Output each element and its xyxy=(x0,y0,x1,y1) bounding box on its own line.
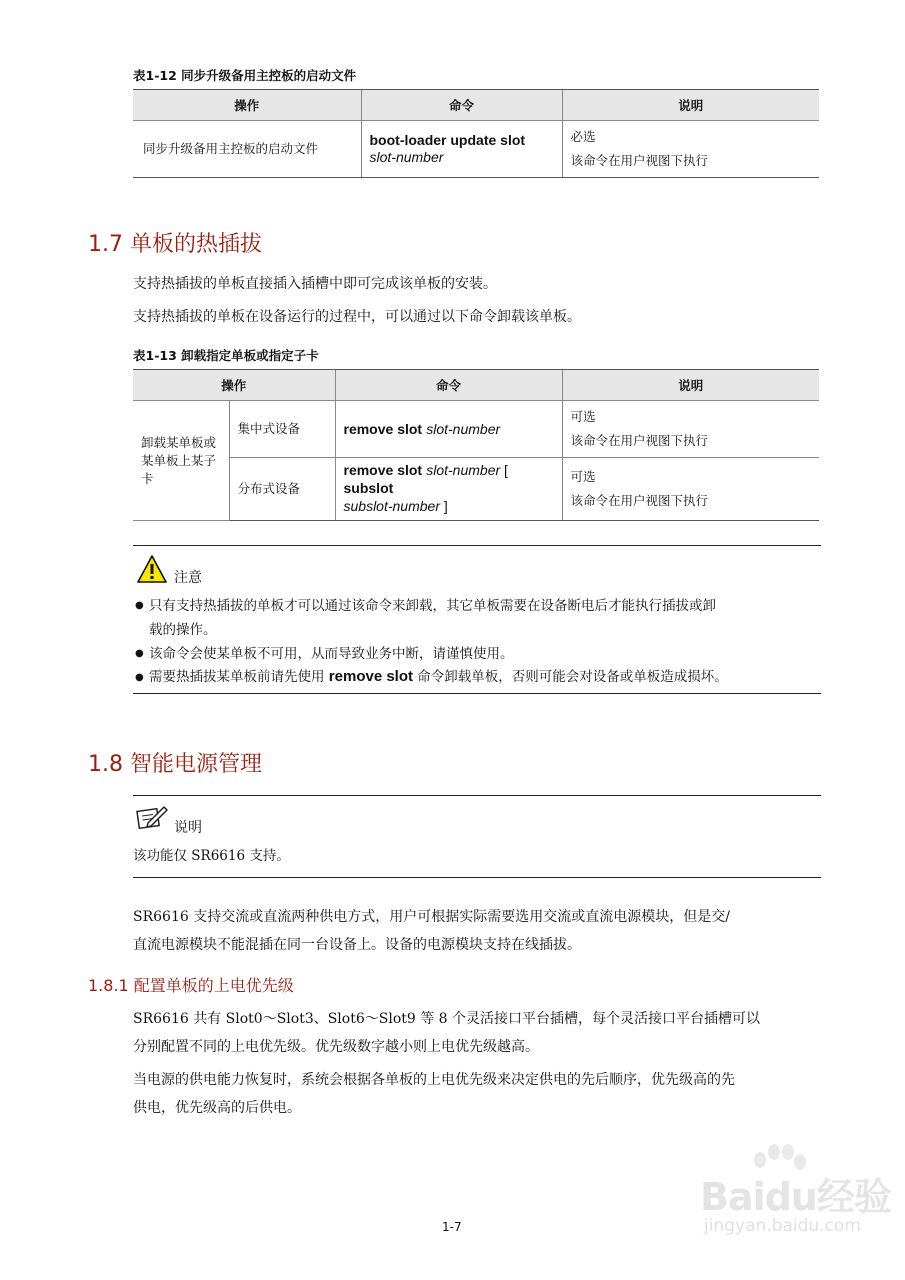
caution-bottom-rule xyxy=(133,693,821,694)
table-cell-command xyxy=(335,401,562,458)
paragraph: 支持热插拔的单板在设备运行的过程中，可以通过以下命令卸载该单板。 xyxy=(133,309,581,325)
description-view: 该命令在用户视图下执行 xyxy=(570,493,709,508)
caution-item-1-line-1: 只有支持热插拔的单板才可以通过该命令来卸载，其它单板需要在设备断电后才能执行插拔或卸 xyxy=(149,598,716,614)
caution-top-rule xyxy=(133,545,821,546)
command-keyword: boot-loader update slot xyxy=(369,132,526,148)
baidu-watermark xyxy=(700,1140,891,1240)
warning-icon xyxy=(137,555,167,583)
paragraph-line: SR6616 支持交流或直流两种供电方式，用户可根据实际需要选用交流或直流电源模块，但是交/ xyxy=(133,909,730,925)
note-text: 该功能仅 SR6616 支持。 xyxy=(133,848,290,864)
table-cell-device-type: 分布式设备 xyxy=(229,458,335,521)
paragraph-line: 分别配置不同的上电优先级。优先级数字越小则上电优先级越高。 xyxy=(133,1039,539,1055)
paragraph-line: SR6616 共有 Slot0～Slot3、Slot6～Slot9 等 8 个灵活接口平台插槽，每个灵活接口平台插槽可以 xyxy=(133,1011,761,1027)
command-argument: slot-number xyxy=(369,149,444,165)
table-cell-description xyxy=(562,121,819,178)
watermark-url: jingyan.baidu.com xyxy=(704,1216,861,1236)
caution-item-3-post: 命令卸载单板，否则可能会对设备或单板造成损坏。 xyxy=(413,669,728,685)
paragraph: 支持热插拔的单板直接插入插槽中即可完成该单板的安装。 xyxy=(133,276,497,292)
caution-item-3-pre: 需要热插拔某单板前请先使用 xyxy=(149,669,329,685)
table-header-command: 命令 xyxy=(361,90,562,121)
table-caption: 表1-12 同步升级备用主控板的启动文件 xyxy=(133,68,357,83)
command-bracket: [ xyxy=(500,462,508,478)
note-pencil-icon xyxy=(136,804,168,830)
table-cell-description xyxy=(562,401,819,458)
table-cell-group: 卸载某单板或某单板上某子卡 xyxy=(133,401,229,521)
paragraph-line: 供电，优先级高的后供电。 xyxy=(133,1100,301,1116)
table-cell-command xyxy=(335,458,562,521)
table-1-12 xyxy=(133,89,819,178)
caution-title: 注意 xyxy=(174,570,202,586)
table-header-operation: 操作 xyxy=(133,90,361,121)
section-title-1-8-1: 1.8.1 配置单板的上电优先级 xyxy=(88,976,294,995)
bullet-icon: ● xyxy=(135,600,144,611)
command-argument: slot-number xyxy=(426,462,501,478)
command-keyword: subslot xyxy=(343,480,394,496)
command-keyword: remove slot xyxy=(343,462,423,478)
watermark-logo: Baidu经验 xyxy=(700,1175,891,1219)
description-required: 必选 xyxy=(570,129,596,144)
caution-item-3 xyxy=(149,665,728,685)
table-cell-command xyxy=(361,121,562,178)
section-title-1-7: 1.7 单板的热插拔 xyxy=(88,232,262,257)
table-1-13 xyxy=(133,369,819,521)
command-keyword: remove slot xyxy=(328,668,413,685)
table-header-description: 说明 xyxy=(562,370,819,401)
bullet-icon: ● xyxy=(135,648,144,659)
caution-item-2: 该命令会使某单板不可用，从而导致业务中断，请谨慎使用。 xyxy=(149,646,514,662)
table-cell-operation: 同步升级备用主控板的启动文件 xyxy=(133,121,361,178)
table-header-command: 命令 xyxy=(335,370,562,401)
description-optional: 可选 xyxy=(570,409,596,424)
note-top-rule xyxy=(133,795,821,796)
note-bottom-rule xyxy=(133,877,821,878)
section-title-1-8: 1.8 智能电源管理 xyxy=(88,752,262,777)
command-argument: slot-number xyxy=(426,420,501,437)
description-optional: 可选 xyxy=(570,469,596,484)
note-title: 说明 xyxy=(174,820,202,836)
command-keyword: remove slot xyxy=(343,420,423,437)
description-view: 该命令在用户视图下执行 xyxy=(570,433,709,448)
caution-item-1-line-2: 载的操作。 xyxy=(149,622,217,638)
paragraph-line: 直流电源模块不能混插在同一台设备上。设备的电源模块支持在线插拔。 xyxy=(133,937,581,953)
table-cell-device-type: 集中式设备 xyxy=(229,401,335,458)
command-argument: subslot-number xyxy=(343,498,440,514)
command-bracket: ] xyxy=(440,498,448,514)
bullet-icon: ● xyxy=(135,672,144,683)
table-header-description: 说明 xyxy=(562,90,819,121)
description-view: 该命令在用户视图下执行 xyxy=(570,153,709,168)
page-number: 1-7 xyxy=(442,1220,462,1234)
table-caption: 表1-13 卸载指定单板或指定子卡 xyxy=(133,348,319,363)
paragraph-line: 当电源的供电能力恢复时，系统会根据各单板的上电优先级来决定供电的先后顺序，优先级高的先 xyxy=(133,1072,735,1088)
table-header-operation: 操作 xyxy=(133,370,335,401)
table-cell-description xyxy=(562,458,819,521)
